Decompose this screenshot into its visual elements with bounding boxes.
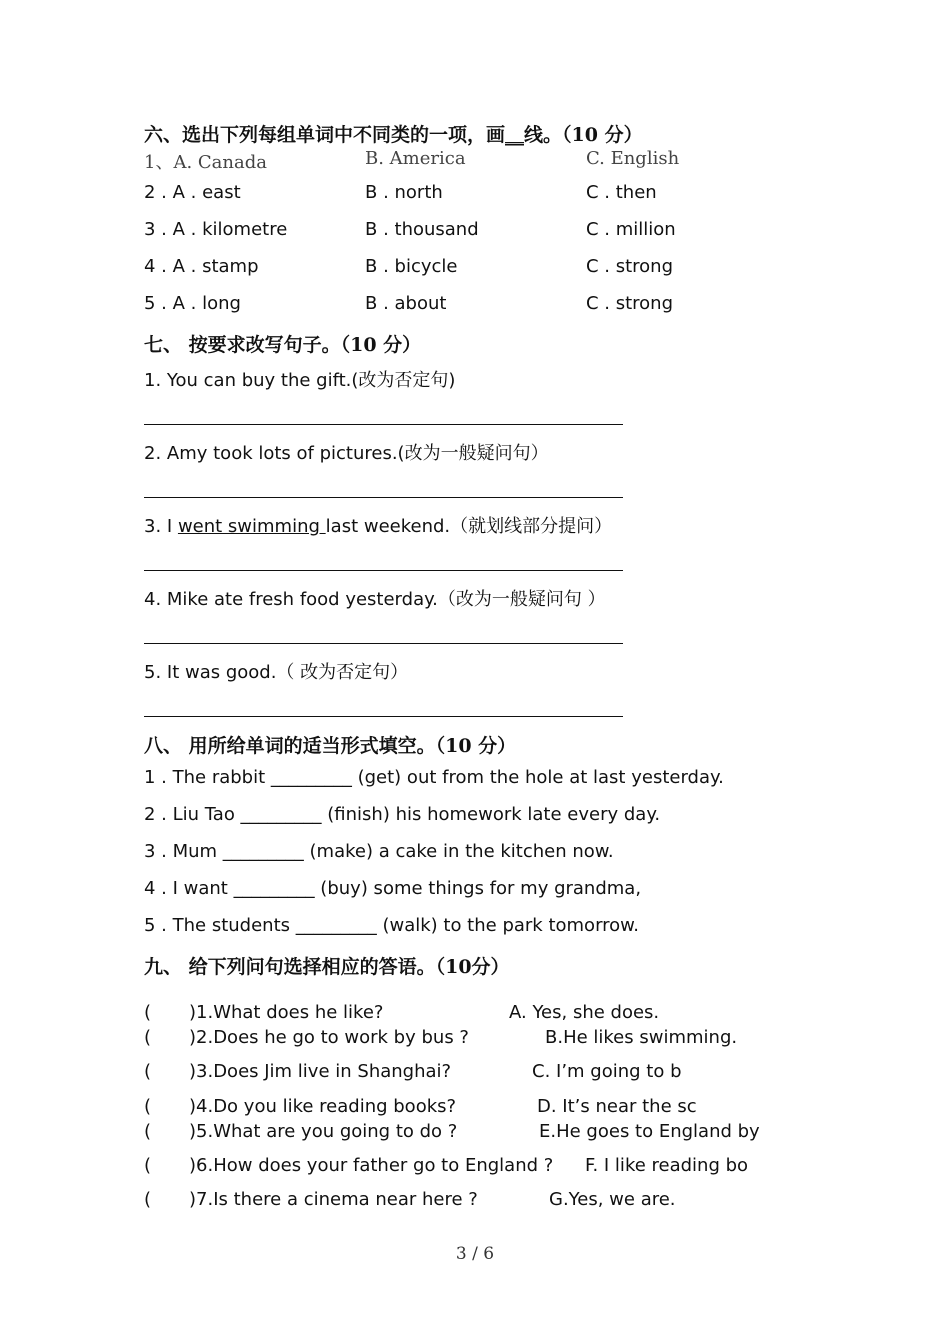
section9-title: 九、 给下列问句选择相应的答语。（10分） bbox=[144, 956, 510, 978]
s9-paren-3[interactable]: ( bbox=[144, 1061, 152, 1082]
s6-row2-option-a: 2 . A . east bbox=[144, 182, 241, 203]
s6-row5-option-a: 5 . A . long bbox=[144, 293, 241, 314]
s8-item-1: 1 . The rabbit _________ (get) out from the hole at last yesterday. bbox=[144, 767, 724, 788]
s7-question-4: 4. Mike ate fresh food yesterday.（改为一般疑问句 ） bbox=[144, 589, 606, 610]
s6-row3-option-c: C . million bbox=[586, 219, 676, 240]
s6-row5-option-b: B . about bbox=[365, 293, 447, 314]
section7-title: 七、 按要求改写句子。（10 分） bbox=[144, 334, 422, 356]
s9-answer-d: D. It’s near the sc bbox=[537, 1096, 697, 1117]
s6-row4-option-b: B . bicycle bbox=[365, 256, 458, 277]
s7-answer-line-1[interactable] bbox=[144, 424, 623, 425]
s8-item-5: 5 . The students _________ (walk) to the park tomorrow. bbox=[144, 915, 639, 936]
s8-item-2: 2 . Liu Tao _________ (finish) his homework late every day. bbox=[144, 804, 661, 825]
s8-item-3: 3 . Mum _________ (make) a cake in the kitchen now. bbox=[144, 841, 614, 862]
s6-row1-option-c: C. English bbox=[586, 148, 680, 169]
s9-question-3: )3.Does Jim live in Shanghai? bbox=[189, 1061, 452, 1082]
s9-answer-e: E.He goes to England by bbox=[539, 1121, 760, 1142]
s6-row4-option-c: C . strong bbox=[586, 256, 674, 277]
s6-row2-option-c: C . then bbox=[586, 182, 657, 203]
s9-question-6: )6.How does your father go to England ? bbox=[189, 1155, 554, 1176]
s6-row5-option-c: C . strong bbox=[586, 293, 674, 314]
s7-question-1: 1. You can buy the gift.(改为否定句) bbox=[144, 370, 456, 391]
s6-row3-option-a: 3 . A . kilometre bbox=[144, 219, 288, 240]
s7-question-3: 3. I went swimming last weekend.（就划线部分提问） bbox=[144, 516, 613, 537]
s9-question-1: )1.What does he like? bbox=[189, 1002, 384, 1023]
s6-row1-option-b: B. America bbox=[365, 148, 466, 169]
section6-title: 六、选出下列每组单词中不同类的一项，画__线。（10 分） bbox=[144, 124, 643, 146]
s9-paren-1[interactable]: ( bbox=[144, 1002, 152, 1023]
underlined-phrase: went swimming bbox=[177, 516, 326, 537]
page-number: 3 / 6 bbox=[455, 1244, 495, 1264]
s9-paren-7[interactable]: ( bbox=[144, 1189, 152, 1210]
s6-row1-option-a: 1、A. Canada bbox=[144, 152, 267, 173]
s9-paren-2[interactable]: ( bbox=[144, 1027, 152, 1048]
s9-paren-6[interactable]: ( bbox=[144, 1155, 152, 1176]
section8-title: 八、 用所给单词的适当形式填空。（10 分） bbox=[144, 735, 517, 757]
s9-paren-5[interactable]: ( bbox=[144, 1121, 152, 1142]
s9-answer-a: A. Yes, she does. bbox=[509, 1002, 660, 1023]
s9-answer-g: G.Yes, we are. bbox=[549, 1189, 676, 1210]
s7-answer-line-3[interactable] bbox=[144, 570, 623, 571]
s6-row2-option-b: B . north bbox=[365, 182, 443, 203]
s7-question-5: 5. It was good.（ 改为否定句） bbox=[144, 662, 409, 683]
s7-question-2: 2. Amy took lots of pictures.(改为一般疑问句） bbox=[144, 443, 549, 464]
s6-row3-option-b: B . thousand bbox=[365, 219, 479, 240]
s7-answer-line-5[interactable] bbox=[144, 716, 623, 717]
s9-answer-f: F. I like reading bo bbox=[585, 1155, 749, 1176]
s8-item-4: 4 . I want _________ (buy) some things for my grandma, bbox=[144, 878, 642, 899]
s9-question-5: )5.What are you going to do ? bbox=[189, 1121, 458, 1142]
s7-answer-line-4[interactable] bbox=[144, 643, 623, 644]
s9-question-7: )7.Is there a cinema near here ? bbox=[189, 1189, 478, 1210]
s9-paren-4[interactable]: ( bbox=[144, 1096, 152, 1117]
s9-answer-c: C. I’m going to b bbox=[532, 1061, 682, 1082]
s9-question-2: )2.Does he go to work by bus ? bbox=[189, 1027, 469, 1048]
s6-row4-option-a: 4 . A . stamp bbox=[144, 256, 259, 277]
s7-answer-line-2[interactable] bbox=[144, 497, 623, 498]
s9-answer-b: B.He likes swimming. bbox=[545, 1027, 738, 1048]
s9-question-4: )4.Do you like reading books? bbox=[189, 1096, 457, 1117]
